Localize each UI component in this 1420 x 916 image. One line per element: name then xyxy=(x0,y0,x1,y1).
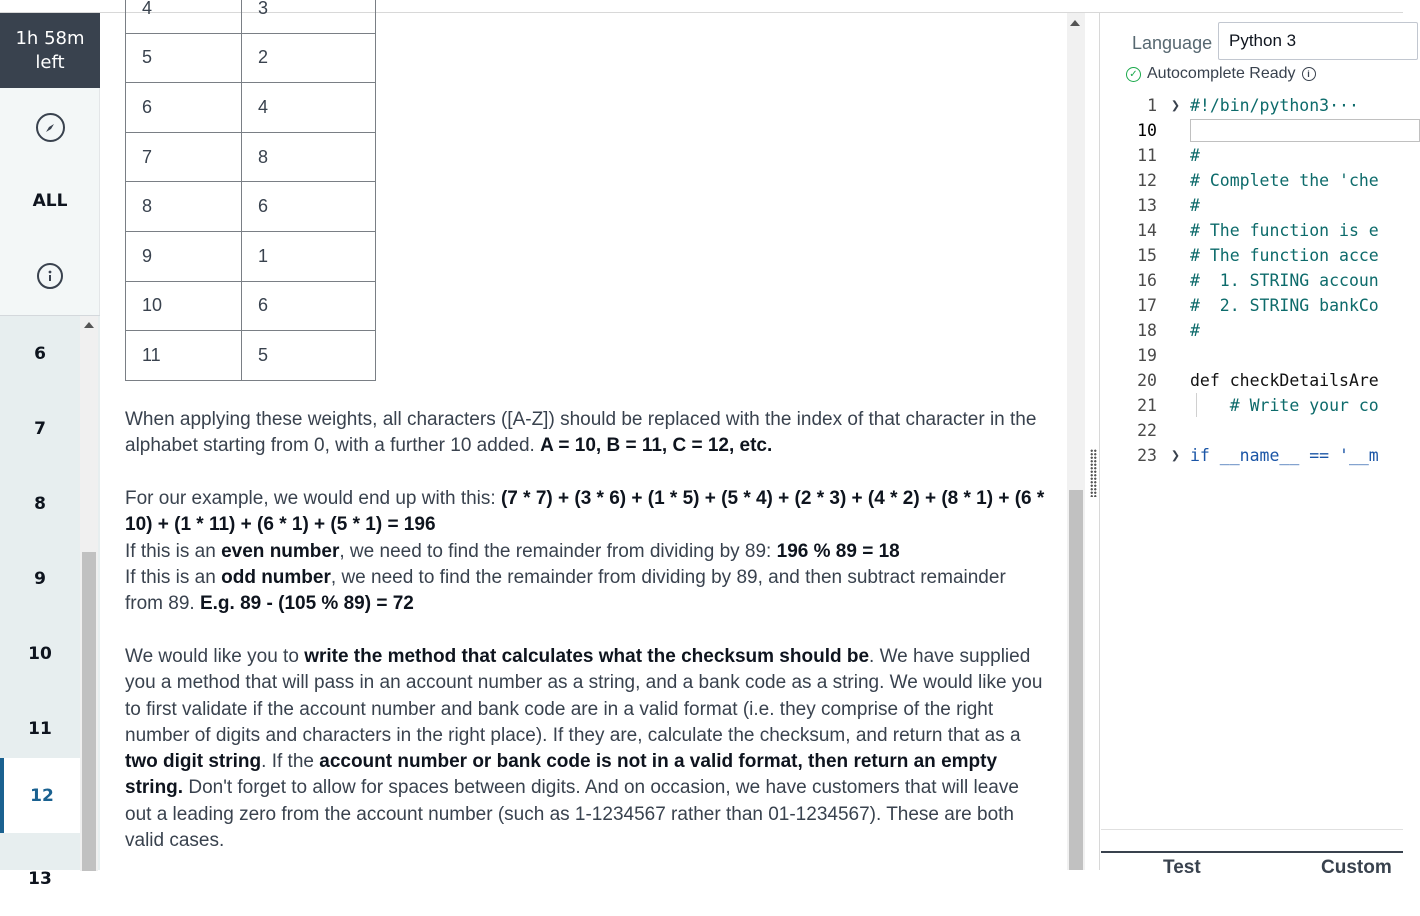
timer-value: 1h 58m xyxy=(15,28,85,49)
all-label[interactable]: ALL xyxy=(32,190,68,211)
bold-text: A = 10, B = 11, C = 12, etc. xyxy=(540,435,773,457)
question-item[interactable]: 7 xyxy=(34,418,46,439)
tab-custom[interactable]: Custom xyxy=(1321,857,1392,878)
table-cell: 3 xyxy=(242,0,376,33)
question-item[interactable]: 13 xyxy=(28,868,52,889)
editor-divider xyxy=(1101,829,1403,830)
table-row xyxy=(126,0,376,33)
text: If this is an xyxy=(125,541,222,562)
line-number: 22 xyxy=(1137,421,1157,440)
table-cell: 2 xyxy=(242,33,376,83)
question-item[interactable]: 11 xyxy=(28,718,52,739)
text: . If the xyxy=(261,751,320,773)
bold-text: 196 % 89 = 18 xyxy=(776,541,900,562)
line-number: 23 xyxy=(1137,446,1157,465)
table-cell: 5 xyxy=(242,331,376,381)
table-row xyxy=(126,83,376,133)
question-item[interactable]: 9 xyxy=(34,568,46,589)
table-row xyxy=(126,132,376,182)
table-cell: 4 xyxy=(242,83,376,133)
paragraph-even-case xyxy=(125,539,1045,565)
bold-text: account number or bank code is not in a valid format, then return an empty string. xyxy=(125,751,998,799)
table-row xyxy=(126,231,376,281)
line-number: 20 xyxy=(1137,371,1157,390)
text: Don't forget to allow for spaces between digits. And on occasion, we have customers that will leave out a leading zero from the account number (such as 1-1234567 rather than 01-1234567). These are both valid cases. xyxy=(125,777,1019,852)
code-line[interactable] xyxy=(1101,418,1403,443)
code-text[interactable]: #!/bin/python3··· xyxy=(1190,96,1359,115)
table-cell: 5 xyxy=(126,33,242,83)
table-cell: 8 xyxy=(126,182,242,232)
code-text[interactable]: if __name__ == '__m xyxy=(1190,446,1379,465)
code-line[interactable] xyxy=(1101,368,1403,393)
line-number: 21 xyxy=(1137,396,1157,415)
code-text[interactable]: # xyxy=(1190,196,1200,215)
code-line[interactable] xyxy=(1101,268,1403,293)
line-number: 15 xyxy=(1137,246,1157,265)
table-row xyxy=(126,33,376,83)
table-row xyxy=(126,182,376,232)
table-cell: 6 xyxy=(242,281,376,331)
table-cell: 9 xyxy=(126,231,242,281)
scroll-up-arrow-icon[interactable] xyxy=(1070,20,1080,26)
code-line[interactable] xyxy=(1101,143,1403,168)
bottom-tabs xyxy=(1101,851,1403,878)
code-text[interactable]: # xyxy=(1190,146,1200,165)
code-text[interactable]: # The function is e xyxy=(1190,221,1379,240)
check-circle-icon: ✓ xyxy=(1126,67,1141,82)
table-cell: 10 xyxy=(126,281,242,331)
autocomplete-label: Autocomplete Ready xyxy=(1147,65,1296,82)
code-line[interactable] xyxy=(1101,218,1403,243)
line-number: 16 xyxy=(1137,271,1157,290)
line-number: 10 xyxy=(1137,121,1157,140)
code-text[interactable]: # 2. STRING bankCo xyxy=(1190,296,1379,315)
question-list xyxy=(0,315,100,889)
code-text[interactable]: # xyxy=(1190,321,1200,340)
question-list-scroll-thumb[interactable] xyxy=(82,552,96,871)
line-number: 18 xyxy=(1137,321,1157,340)
language-select[interactable]: Python 3 xyxy=(1218,22,1418,60)
bold-text: write the method that calculates what the checksum should be xyxy=(304,646,870,667)
code-text[interactable]: # 1. STRING accoun xyxy=(1190,271,1379,290)
text: , we need to find the remainder from dividing by 89: xyxy=(339,541,777,562)
language-label: Language xyxy=(1132,33,1213,53)
text: If this is an xyxy=(125,567,222,588)
problem-scroll-thumb[interactable] xyxy=(1069,490,1083,870)
table-cell: 1 xyxy=(242,231,376,281)
text: . We have supplied you a method that will pass in an account number as a string, and a bank code as a string. We would like you to first validate if the account number and bank code are in a valid format (i.e. they comprise of the right number of digits and characters in the right place). If they are, calculate the checksum, and return that as a xyxy=(125,646,1043,746)
grip-icon[interactable] xyxy=(1090,449,1097,497)
table-cell: 7 xyxy=(126,132,242,182)
bold-text: E.g. 89 - (105 % 89) = 72 xyxy=(199,593,414,615)
table-cell: 6 xyxy=(126,83,242,133)
compass-icon[interactable] xyxy=(36,113,65,142)
code-text[interactable]: def checkDetailsAre xyxy=(1190,371,1379,390)
question-item[interactable]: 10 xyxy=(28,643,52,664)
table-cell: 6 xyxy=(242,182,376,232)
paragraph-character-weights xyxy=(125,407,1045,460)
code-line[interactable] xyxy=(1101,443,1403,468)
text: We would like you to xyxy=(125,646,305,667)
autocomplete-status xyxy=(1126,65,1316,83)
paragraph-example xyxy=(125,486,1045,539)
line-number: 11 xyxy=(1137,146,1157,165)
chevron-right-icon[interactable]: ❯ xyxy=(1171,446,1181,464)
weights-table xyxy=(125,0,376,381)
line-number: 13 xyxy=(1137,196,1157,215)
bold-text: two digit string xyxy=(125,751,262,773)
code-line[interactable] xyxy=(1101,293,1403,318)
code-line[interactable] xyxy=(1101,343,1403,368)
paragraph-odd-case xyxy=(125,565,1045,618)
all-questions-nav[interactable] xyxy=(0,163,100,238)
code-line[interactable] xyxy=(1101,318,1403,343)
info-icon[interactable]: i xyxy=(1302,67,1316,81)
text: , we need to find the remainder from dividing by 89, and then subtract remainder from 89. xyxy=(125,567,1006,615)
question-item[interactable]: 6 xyxy=(34,343,46,364)
tab-test[interactable]: Test xyxy=(1163,857,1201,878)
table-cell: 11 xyxy=(126,331,242,381)
line-number: 12 xyxy=(1137,171,1157,190)
text: When applying these weights, all characters ([A-Z]) should be replaced with the index of that character in the alphabet starting from 0, with a further 10 added. xyxy=(125,409,1037,457)
info-nav[interactable] xyxy=(0,238,100,313)
line-number: 1 xyxy=(1147,96,1157,115)
table-row xyxy=(126,281,376,331)
code-editor-pane xyxy=(1101,13,1403,878)
code-line[interactable] xyxy=(1101,168,1403,193)
bold-text: (7 * 7) + (3 * 6) + (1 * 5) + (5 * 4) + (2 * 3) + (4 * 2) + (8 * 1) + (6 * 10) + (1 * 11) + (6 * 1) + (5 * 1) = 196 xyxy=(125,488,1045,536)
paragraph-task-description xyxy=(125,644,1045,854)
code-line[interactable] xyxy=(1101,118,1403,143)
code-line[interactable] xyxy=(1101,93,1403,118)
info-icon[interactable] xyxy=(37,263,63,289)
chevron-right-icon[interactable]: ❯ xyxy=(1171,96,1181,114)
bold-text: even number xyxy=(221,541,340,562)
pane-resize-handle[interactable] xyxy=(1085,13,1100,870)
line-number: 19 xyxy=(1137,346,1157,365)
line-number: 14 xyxy=(1137,221,1157,240)
compass-nav[interactable] xyxy=(0,90,100,165)
code-line[interactable] xyxy=(1101,193,1403,218)
code-line[interactable] xyxy=(1101,393,1403,418)
problem-statement xyxy=(100,0,1085,870)
question-sidebar xyxy=(0,13,100,889)
table-cell: 4 xyxy=(126,0,242,33)
table-cell: 8 xyxy=(242,132,376,182)
bold-text: odd number xyxy=(221,567,331,588)
question-item[interactable]: 8 xyxy=(34,493,46,514)
text: For our example, we would end up with this: xyxy=(125,488,501,509)
question-item-active[interactable]: 12 xyxy=(0,758,80,833)
table-row xyxy=(126,331,376,381)
timer-suffix: left xyxy=(35,52,65,73)
code-text[interactable]: # The function acce xyxy=(1190,246,1379,265)
code-text[interactable]: # Complete the 'che xyxy=(1190,171,1379,190)
time-remaining xyxy=(0,13,100,88)
code-text[interactable]: # Write your co xyxy=(1190,396,1379,415)
code-line[interactable] xyxy=(1101,243,1403,268)
line-number: 17 xyxy=(1137,296,1157,315)
scroll-up-arrow-icon[interactable] xyxy=(84,322,94,328)
